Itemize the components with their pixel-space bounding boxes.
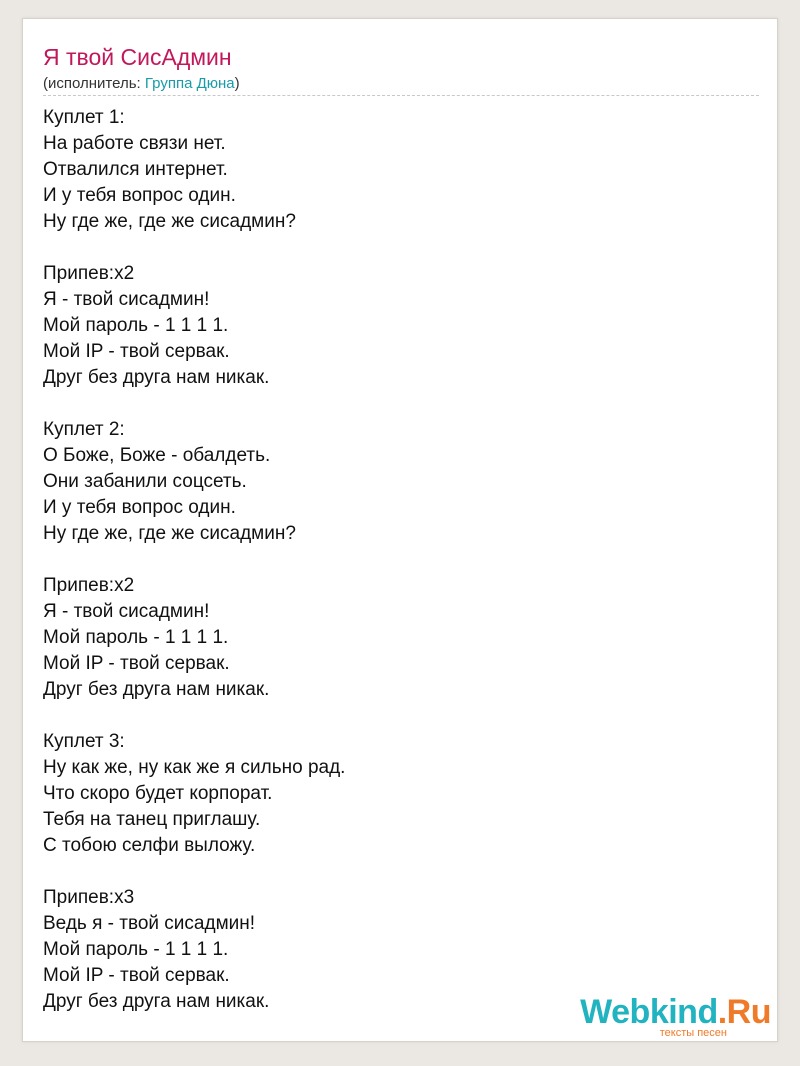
lyric-line: И у тебя вопрос один.	[43, 497, 236, 518]
lyric-line: Припев:x2	[43, 263, 135, 284]
lyric-line: Мой пароль - 1 1 1 1.	[43, 939, 229, 960]
lyric-line: С тобою селфи выложу.	[43, 835, 256, 856]
lyric-line: Тебя на танец приглашу.	[43, 809, 261, 830]
lyric-line: Куплет 3:	[43, 731, 125, 752]
lyric-line: Друг без друга нам никак.	[43, 679, 270, 700]
lyric-line: Ну где же, где же сисадмин?	[43, 211, 296, 232]
lyrics-text	[43, 105, 743, 1015]
lyric-line: Они забанили соцсеть.	[43, 471, 247, 492]
lyric-blank-line	[43, 235, 743, 261]
lyric-blank-line	[43, 547, 743, 573]
lyric-line: Что скоро будет корпорат.	[43, 783, 273, 804]
lyric-line: И у тебя вопрос один.	[43, 185, 236, 206]
lyric-line: Куплет 1:	[43, 107, 125, 128]
lyric-line: На работе связи нет.	[43, 133, 226, 154]
lyric-line: Я - твой сисадмин!	[43, 289, 210, 310]
logo-tld: .Ru	[717, 993, 771, 1031]
artist-prefix: (исполнитель:	[43, 75, 145, 92]
lyric-line: Ну как же, ну как же я сильно рад.	[43, 757, 346, 778]
lyric-line: Припев:x2	[43, 575, 135, 596]
divider	[43, 95, 759, 96]
lyric-line: Друг без друга нам никак.	[43, 991, 270, 1012]
lyric-line: Припев:x3	[43, 887, 135, 908]
lyric-line: Отвалился интернет.	[43, 159, 228, 180]
lyric-blank-line	[43, 391, 743, 417]
lyric-line: О Боже, Боже - обалдеть.	[43, 445, 271, 466]
song-title: Я твой СисАдмин	[43, 44, 232, 70]
logo-wordmark	[580, 993, 771, 1031]
artist-line	[43, 75, 240, 93]
lyric-line: Ну где же, где же сисадмин?	[43, 523, 296, 544]
lyric-line: Мой IP - твой сервак.	[43, 653, 230, 674]
site-logo[interactable]	[580, 993, 771, 1039]
lyric-line: Друг без друга нам никак.	[43, 367, 270, 388]
lyric-line: Мой IP - твой сервак.	[43, 965, 230, 986]
lyric-line: Я - твой сисадмин!	[43, 601, 210, 622]
lyric-blank-line	[43, 703, 743, 729]
lyric-line: Мой пароль - 1 1 1 1.	[43, 315, 229, 336]
lyric-line: Куплет 2:	[43, 419, 125, 440]
logo-tagline: тексты песен	[659, 1027, 727, 1039]
logo-main-text: Webkind	[580, 993, 718, 1031]
lyric-blank-line	[43, 859, 743, 885]
lyric-line: Мой пароль - 1 1 1 1.	[43, 627, 229, 648]
artist-suffix: )	[234, 75, 240, 92]
lyrics-card	[22, 18, 778, 1042]
lyric-line: Мой IP - твой сервак.	[43, 341, 230, 362]
lyric-line: Ведь я - твой сисадмин!	[43, 913, 256, 934]
artist-link[interactable]: Группа Дюна	[144, 75, 235, 92]
